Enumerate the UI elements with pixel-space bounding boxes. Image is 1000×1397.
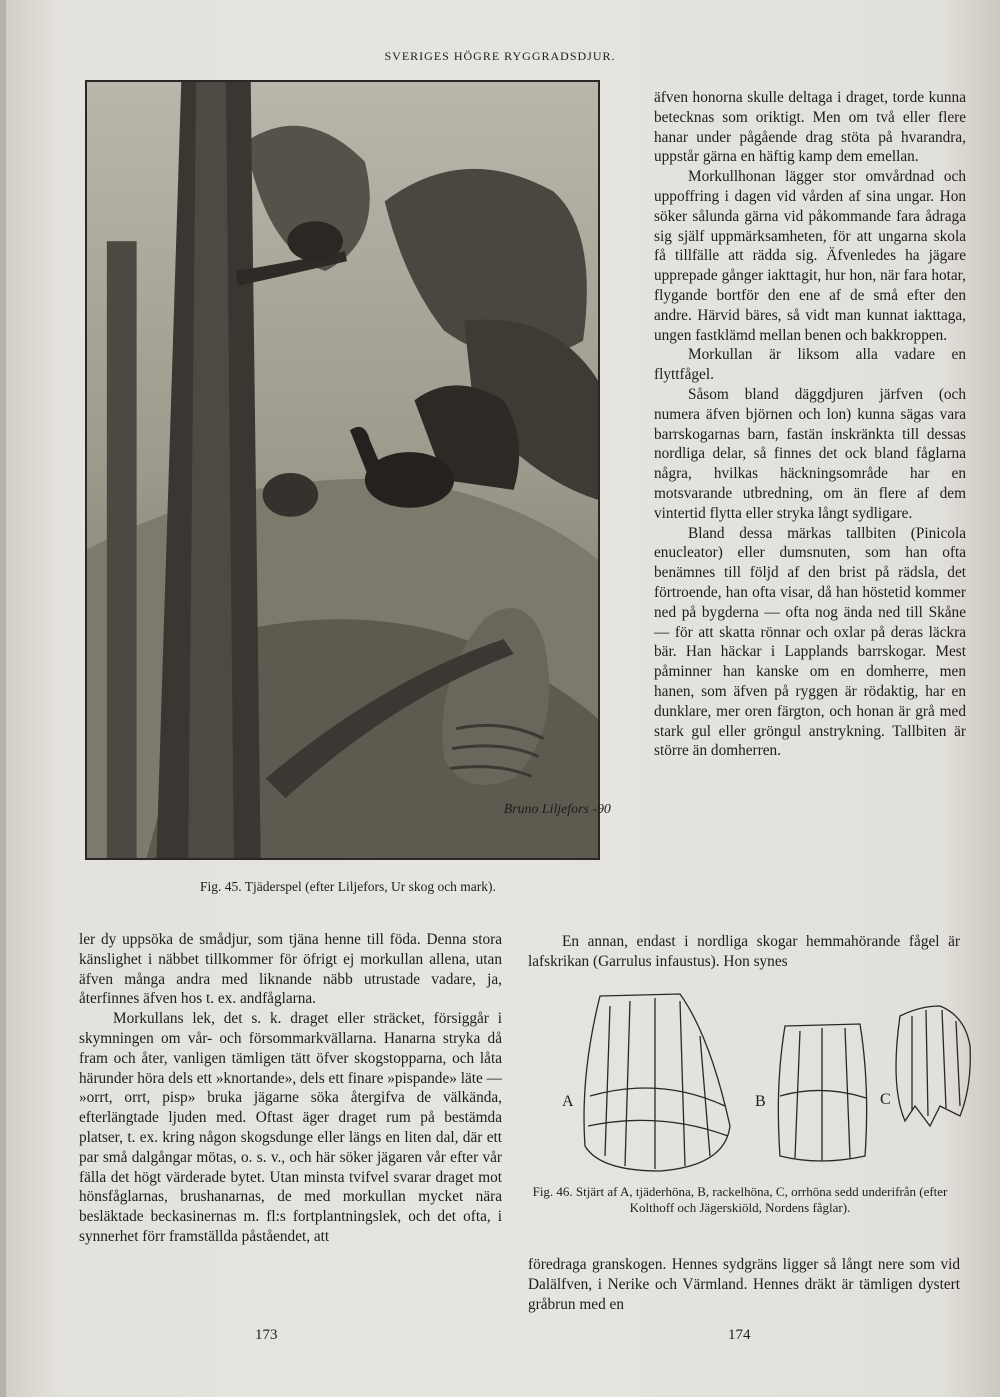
right-column-bottom: [528, 1255, 960, 1314]
capercaillie-engraving: [87, 82, 611, 858]
page-number-right: 174: [728, 1327, 751, 1343]
right-column-top: [654, 88, 966, 761]
figure-46-caption: Fig. 46. Stjärt af A, tjäderhöna, B, rackelhöna, C, orrhöna sedd underifrån (efter Kolthoff och Jägerskiöld, Nordens fåglar).: [532, 1184, 948, 1215]
paragraph: föredraga granskogen. Hennes sydgräns ligger så långt nere som vid Dalälfven, i Nerike och Värmland. Hennes dräkt är tämligen dystert gråbrun med en: [528, 1256, 960, 1313]
fig46-label-c: C: [880, 1091, 891, 1108]
tail-feathers-figure: [560, 976, 980, 1176]
capercaillie-illustration: [85, 80, 611, 860]
right-column-continuation: [528, 932, 960, 972]
figure-45-caption: Fig. 45. Tjäderspel (efter Liljefors, Ur skog och mark).: [200, 879, 496, 894]
tail-feathers-drawing: [560, 976, 980, 1176]
left-column-text: [79, 930, 502, 1247]
page-number-left: 173: [255, 1327, 278, 1343]
artist-signature: Bruno Liljefors -90: [503, 802, 611, 818]
fig46-label-a: A: [562, 1093, 574, 1110]
fig46-label-b: B: [755, 1093, 766, 1110]
paragraph: äfven honorna skulle deltaga i draget, torde kunna betecknas som oriktigt. Men om två eller flere hanar under pågående drag stöta på hvarandra, uppstår gärna en häftig kamp dem emellan.: [654, 89, 966, 166]
page-edge: [0, 0, 6, 1397]
paragraph: Såsom bland däggdjuren järfven (och numera äfven björnen och lon) kunna sägas vara barrskogarnas barn, fastän inskränkta till dessas nordliga delar, så finnes det ock bland fåglarna några, hvilkas häckningsområde har en motsvarande utbredning, om än flere af dem vintertid flytta eller stryka långt sydligare.: [654, 385, 966, 522]
paragraph: Morkullhonan lägger stor omvårdnad och uppoffring i dagen vid vården af sina ungar. Hon söker sålunda gärna vid påkommande fara ådraga sig själf uppmärksamheten, för att ungarna skola få tillfälle att rädda sig. Äfvenledes ha jägare upprepade gånger iakttagit, hur hon, när fara hotar, flygande bortför den ene af de små efter den andre. Härvid bäres, så vidt man kunnat iakttaga, ungen fastklämd mellan benen och bakkroppen.: [654, 168, 966, 344]
running-header: SVERIGES HÖGRE RYGGRADSDJUR.: [384, 49, 616, 63]
paragraph: Morkullan är liksom alla vadare en flyttfågel.: [654, 346, 966, 384]
paragraph: En annan, endast i nordliga skogar hemmahörande fågel är lafskrikan (Garrulus infaustus). Hon synes: [528, 933, 960, 970]
paragraph: ler dy uppsöka de smådjur, som tjäna henne till föda. Denna stora känslighet i näbbet tillkommer för öfrigt ej morkullan allena, utan äfven många andra med liknande näbb utrustade vadare, ja, återfinnes äfven hos t. ex. andfåglarna.: [79, 931, 502, 1008]
paragraph: Bland dessa märkas tallbiten (Pinicola enucleator) eller dumsnuten, som han ofta benämnes till följd af den brist på rädsla, det förtroende, han ofta visar, då han höstetid kommer ned på bygderna — ofta nog ända ned till Skåne — för att skatta rönnar och oxlar på deras läckra bär. Han häckar i Lapplands barrskogar. Mest påminner han kanske om en domherre, men hanen, som äfven på ryggen är rödaktig, har en dunklare, mer oren färgton, och honan är grå med stark gul eller gröngul anstrykning. Tallbiten är större än domherren.: [654, 524, 966, 760]
paragraph: Morkullans lek, det s. k. draget eller sträcket, försiggår i skymningen om vår- och försommarkvällarna. Hanarna stryka då fram och åter, vanligen tämligen tätt öfver skogstopparna, och låta härunder höra dels ett »knortande», dels ett finare »pispande» läte — »orrt, orrt, pisp» bruka jägarne söka återgifva de välkända, efterlängtade ljuden med. Oftast äger draget rum på bestämda platser, t. ex. kring någon skogsdunge eller längs en liten dal, där ett par små dalgångar mötas, o. s. v., och här söker jägaren vår efter vår fälla det högt värderade bytet. Utan minsta tvifvel svarar draget mot hönsfåglarnas, brushanarnas, de med morkullan mycket nära besläktade beckasinernas m. fl:s fortplantningslek, och det ofta, i synnerhet förr framställda påståendet, att: [79, 1010, 502, 1245]
